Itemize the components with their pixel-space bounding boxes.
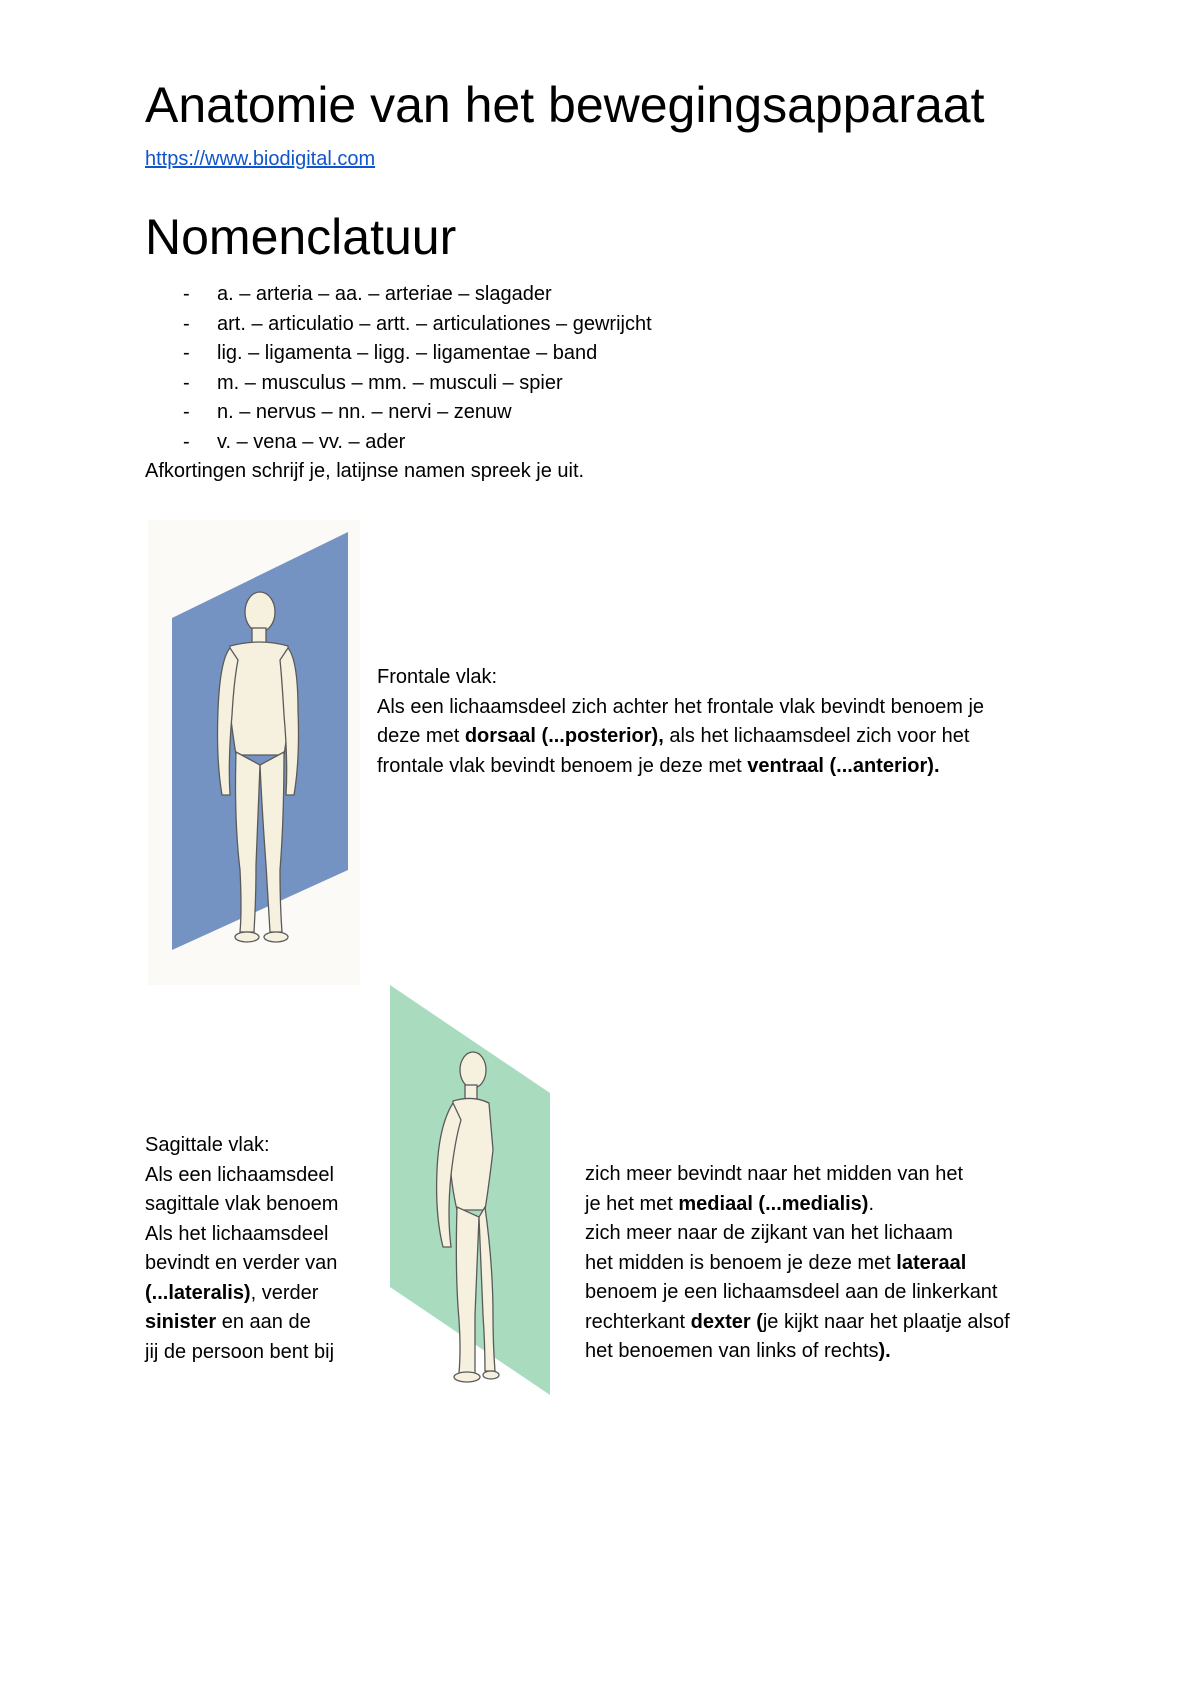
abbreviation-list [145,280,652,457]
biodigital-link[interactable]: https://www.biodigital.com [145,148,376,170]
term-dorsaal: dorsaal (...posterior), [464,725,664,747]
text-span: . [868,1192,875,1215]
term-sinister: sinister [145,1311,217,1333]
frontal-line [377,752,984,782]
text-span: het midden is benoem je deze met [585,1251,897,1274]
bullet-dash: - [183,312,190,335]
text-span: rechterkant [585,1310,691,1333]
text-span: je het met [585,1192,679,1215]
sagittal-plane-illustration [385,985,555,1395]
frontal-line: Als een lichaamsdeel zich achter het frontale vlak bevindt benoem je [377,695,985,718]
text-span: het benoemen van links of rechts [585,1340,879,1362]
list-item-text: lig. – ligamenta – ligg. – ligamentae – band [217,342,598,364]
page-title: Anatomie van het bewegingsapparaat [145,77,985,133]
sagittal-line: zich meer naar de zijkant van het lichaam [585,1222,953,1244]
sagittal-line: jij de persoon bent bij [145,1340,335,1363]
sagittal-line [145,1308,338,1338]
text-span: als het lichaamsdeel zich voor het [663,725,970,747]
sagittal-line: bevindt en verder van [145,1252,338,1274]
term-dexter: dexter ( [690,1310,763,1333]
nomenclature-heading: Nomenclatuur [145,209,457,265]
sagittal-line: Als het lichaamsdeel [145,1222,329,1245]
sagittal-line: sagittale vlak benoem [145,1193,339,1215]
sagittal-line [585,1190,1010,1220]
list-item-text: art. – articulatio – artt. – articulationes – gewrijcht [217,312,652,335]
bullet-dash: - [183,371,190,394]
list-item [145,398,652,428]
term-lateraal: lateraal [896,1251,967,1274]
term-lateralis: (...lateralis) [145,1281,251,1304]
list-item [145,310,652,340]
bullet-dash: - [183,430,190,453]
list-item [145,428,652,458]
list-item [145,339,652,369]
frontal-plane-illustration [148,520,360,985]
sagittal-heading: Sagittale vlak: [145,1134,270,1156]
abbreviation-note: Afkortingen schrijf je, latijnse namen spreek je uit. [145,460,585,482]
frontal-heading: Frontale vlak: [377,666,498,688]
list-item-text: n. – nervus – nn. – nervi – zenuw [217,401,512,423]
sagittal-line: benoem je een lichaamsdeel aan de linkerkant [585,1281,998,1303]
term-ventraal: ventraal (...anterior). [747,754,940,777]
sagittal-line [145,1279,338,1309]
text-span: , verder [250,1281,319,1304]
frontal-plane-text [377,663,984,781]
bullet-dash: - [183,283,190,305]
bullet-dash: - [183,401,190,423]
text-span: je kijkt naar het plaatje alsof [762,1310,1010,1333]
sagittal-line [585,1308,1010,1338]
sagittal-line [585,1249,1010,1279]
text-span: frontale vlak bevindt benoem je deze met [377,754,748,777]
sagittal-text-right [585,1160,1010,1367]
bullet-dash: - [183,342,190,364]
text-span-bold: ). [878,1340,891,1362]
sagittal-text-left [145,1131,338,1367]
list-item-text: m. – musculus – mm. – musculi – spier [217,371,563,394]
list-item-text: v. – vena – vv. – ader [217,430,406,453]
text-span: en aan de [216,1311,311,1333]
text-span: deze met [377,725,465,747]
sagittal-line: zich meer bevindt naar het midden van het [585,1163,963,1185]
list-item [145,280,652,310]
list-item-text: a. – arteria – aa. – arteriae – slagader [217,283,552,305]
sagittal-line: Als een lichaamsdeel [145,1163,334,1186]
sagittal-line [585,1337,1010,1367]
term-mediaal: mediaal (...medialis) [678,1192,869,1215]
frontal-line [377,722,984,752]
list-item [145,369,652,399]
